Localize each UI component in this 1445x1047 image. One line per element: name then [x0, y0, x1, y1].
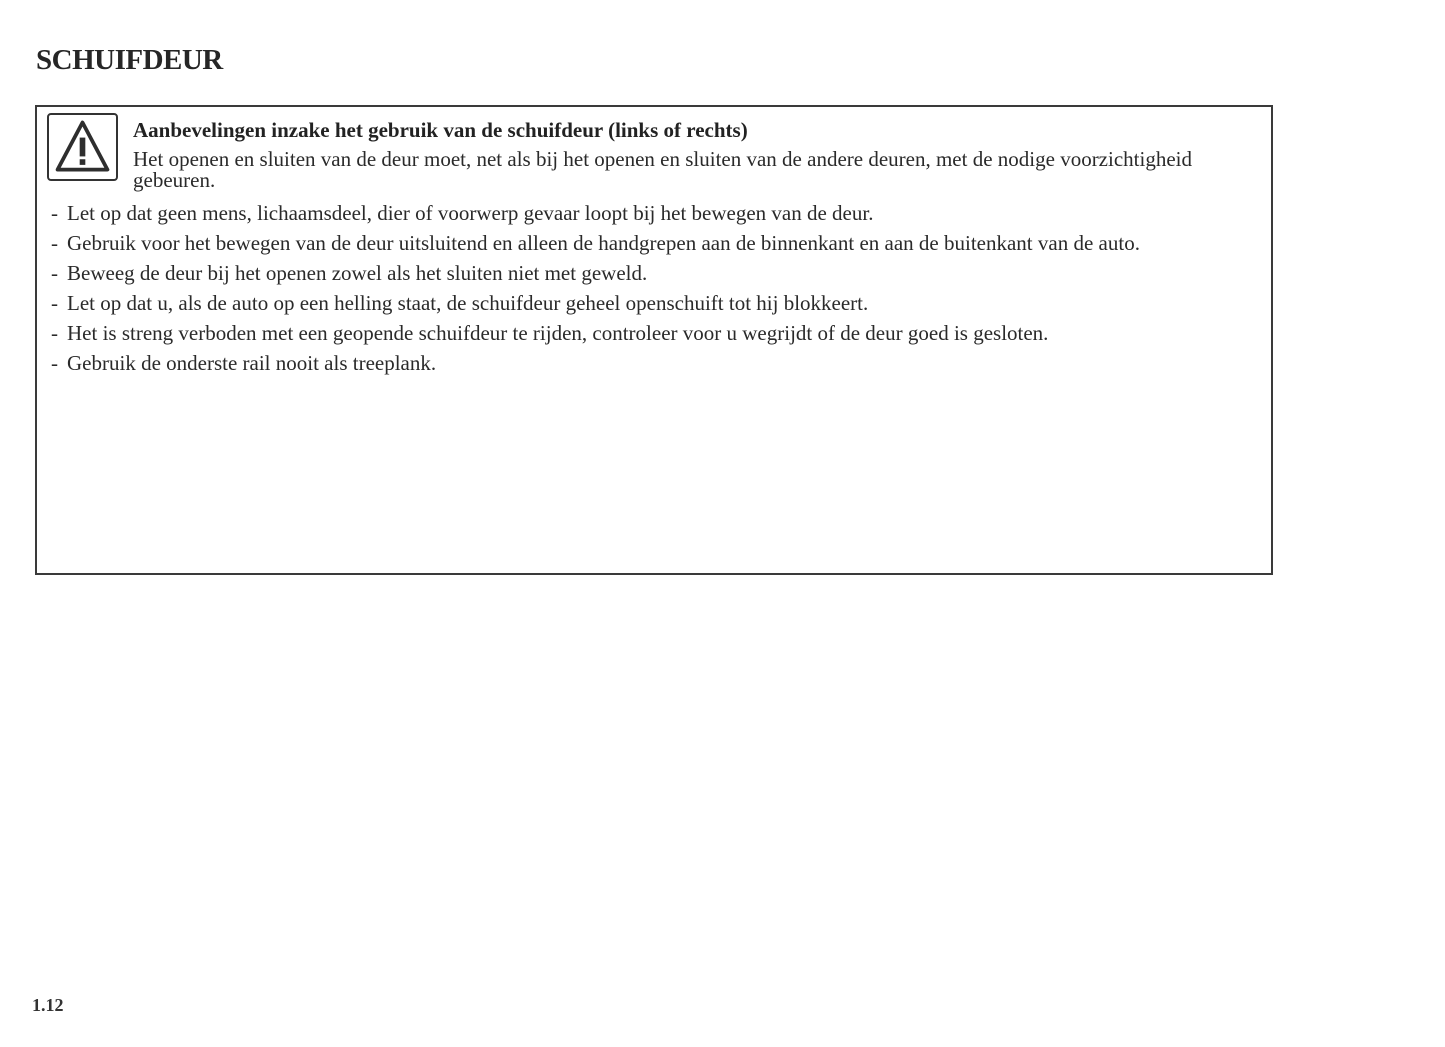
warning-triangle-icon — [47, 113, 118, 181]
list-item: - Gebruik de onderste rail nooit als treeplank. — [51, 353, 1271, 374]
list-item: - Gebruik voor het bewegen van de deur uitsluitend en alleen de handgrepen aan de binnenkant en aan de buitenkant van de auto. — [51, 233, 1271, 254]
warning-heading: Aanbevelingen inzake het gebruik van de schuifdeur (links of rechts) — [133, 118, 748, 142]
page-title: SCHUIFDEUR — [36, 44, 223, 76]
list-item: - Let op dat u, als de auto op een helling staat, de schuifdeur geheel openschuift tot hij blokkeert. — [51, 293, 1271, 314]
warning-rules-list — [51, 203, 1271, 383]
list-item: - Beweeg de deur bij het openen zowel als het sluiten niet met geweld. — [51, 263, 1271, 284]
warning-intro: Het openen en sluiten van de deur moet, net als bij het openen en sluiten van de andere deuren, met de nodige voorzichtigheid gebeuren. — [133, 147, 1192, 192]
list-item: - Het is streng verboden met een geopende schuifdeur te rijden, controleer voor u wegrijdt of de deur goed is gesloten. — [51, 323, 1271, 344]
page-number: 1.12 — [32, 995, 64, 1015]
list-item: - Let op dat geen mens, lichaamsdeel, dier of voorwerp gevaar loopt bij het bewegen van de deur. — [51, 203, 1271, 224]
warning-box — [35, 105, 1273, 575]
